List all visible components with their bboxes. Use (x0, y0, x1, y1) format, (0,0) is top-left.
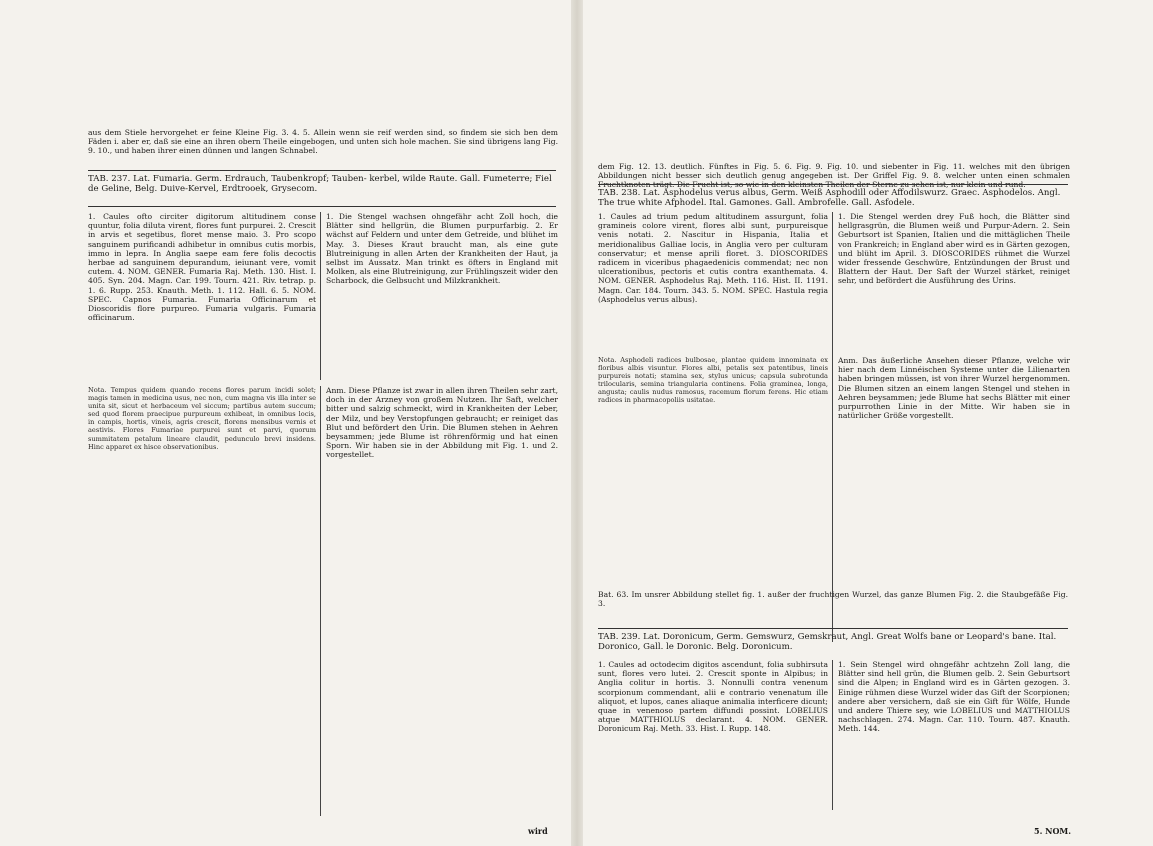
left-german-column (326, 212, 558, 380)
right-tab2-title (598, 632, 1070, 656)
right-top-note-text: dem Fig. 12. 13. deutlich. Fünftes in Fig. 5. 6. Fig. 9. Fig. 10. und siebenter in Fig. 11. welches mit den übrigen Abbildungen nicht besser sich deutlich genug angegeben ist. Der Griffel Fig. 9. 8. welcher unten einen schmalen (598, 162, 1070, 181)
left-notes-german-text: Anm. Diese Pflanze ist zwar in allen ihren Theilen sehr zart, doch in der Arzney von großem Nutzen. Ihr Saft, welcher bitter und salzig schmeckt, wird in Krankheiten der Leber, der Milz, und bey Verstopfungen gebraucht; er reiniget das Blut und befördert den Urin. Die Blumen stehen in Aehren beysammen; jede Blume ist röhrenförmig und hat einen Sporn. Wir haben sie in der Abbildung mit Fig. 1. und 2. vorgestellet. (326, 386, 558, 460)
left-latin-column (88, 212, 316, 380)
right-column-divider (832, 212, 833, 642)
left-notes-latin (88, 386, 316, 838)
right-tab-title (598, 188, 1070, 210)
right-notes-german-text: Anm. Das äußerliche Ansehen dieser Pflanze, welche wir hier nach dem Linnéischen Systeme unter die Lilienarten haben bringen müssen, ist von ihrer Wurzel hergenommen. Die Blumen sitzen an einem langen Stengel und stehen in Aehren beysammen; jede Blume hat sechs Blätter mit einer purpurrothen Linie in der Mitte. Wir haben sie in natürlicher Größe vorgestellt. (838, 356, 1070, 421)
right-latin-text: 1. Caules ad trium pedum altitudinem assurgunt, folia gramineis colore virent, flores albi sunt, purpureisque venis notati. 2. Nascitur in Hispania, Italia et meridionalibus Galliae locis, in Anglia vero per culturam conservatur; et mense aprili floret. 3. DIOSCORIDES radicem in viceribus phagaedenicis commendat; nec non ulcerationibus, pectoris et cutis contra exanthemata. 4. NOM. GENER. Asphodelus Raj. Meth. 116. Hist. II. 1191. Magn. Car. 184. Tourn. 343. 5. NOM. SPEC. Hastula regia (Asphodelus verus albus). (598, 212, 828, 304)
right-latin-column (598, 212, 828, 350)
right-catchword: 5. NOM. (1034, 826, 1072, 836)
left-latin-text: 1. Caules ofto circiter digitorum altitudinem conse quuntur, folia diluta virent, flores funt purpurei. 2. Crescit in arvis et segetibus, floret mense maio. 3. Pro scopo sanguinem purificandi adhibetur in omnibus cutis morbis, immo in lepra. In Anglia saepe eam fere folis decoctis herbae ad sanguinem depurandum, ieiunant vere, vomit cutem. 4. NOM. GENER. Fumaria Raj. Meth. 130. Hist. I. 405. Syn. 204. Magn. Car. 199. Tourn. 421. Riv. tetrap. p. 1. 6. Rupp. 253. Knauth. Meth. 1. 112. Hall. 6. 5. NOM. SPEC. Capnos Fumaria. Fumaria Officinarum et Dioscoridis flore purpureo. Fumaria vulgaris. Fumaria officinarum. (88, 212, 316, 323)
right-figure-note (598, 590, 1068, 608)
right-rule-top (598, 184, 1068, 185)
right-german-text: 1. Die Stengel werden drey Fuß hoch, die Blätter sind hellgrasgrün, die Blumen weiß und Purpur-Adern. 2. Sein Geburtsort ist Spanien, Italien und die mittäglichen Theile von Frankreich; in England aber wird es in Gärten gezogen, und blüht im April. 3. DIOSCORIDES rühmet die Wurzel wider fressende Geschwüre, Entzündungen der Brust und Blattern der Haut. Der Saft der Wurzel stärket, reiniget sehr, und befördert die Ausführung des Urins. (838, 212, 1070, 286)
right-tab2-divider (832, 660, 833, 810)
right-figure-note-text: Bat. 63. Im unsrer Abbildung stellet fig. 1. außer der fruchtigen Wurzel, das ganze Blumen Fig. 2. die Staubgefäße Fig. 3. (598, 590, 1068, 608)
right-german-column (838, 212, 1070, 350)
left-top-note-text: aus dem Stiele hervorgehet er feine Kleine Fig. 3. 4. 5. Allein wenn sie reif werden sind, so findem sie sich ben dem Fäden i. aber er, daß sie eine an ihren obern Theile eingebogen, und unten sich hole machen. Sie sind übrigens lang Fig. 9. 10., und haben ihrer einen dünnen und langen Schnabel. (88, 128, 558, 156)
right-tab2-german (838, 660, 1070, 820)
left-top-note (88, 128, 558, 170)
left-column-divider (320, 212, 321, 380)
right-notes-latin (598, 356, 828, 588)
right-tab2-german-text: 1. Sein Stengel wird ohngefähr achtzehn Zoll lang, die Blätter sind hell grün, die Blumen gelb. 2. Sein Geburtsort sind die Alpen; in England wird es in Gärten gezogen. 3. Einige rühmen diese Wurzel wider das Gift der Scorpionen; andere aber versichern, daß sie ein Gift für Wölfe, Hunde und andere Thiere sey, wie LOBELIUS und MATTHIOLUS nachschlagen. 274. Magn. Car. 110. Tourn. 487. Knauth. Meth. 144. (838, 660, 1070, 734)
right-notes-german (838, 356, 1070, 588)
left-tab-title (88, 174, 558, 204)
left-catchword: wird (528, 826, 548, 836)
right-rule-middle (598, 628, 1068, 629)
book-gutter (571, 0, 583, 846)
left-notes-divider (320, 386, 321, 816)
right-tab2-latin (598, 660, 828, 820)
left-tab-title-text: TAB. 237. Lat. Fumaria. Germ. Erdrauch, Taubenkropf; Tauben- kerbel, wilde Raute. Gall. Fumeterre; Fiel de Geline, Belg. Duive-Kervel, Erdtrooek, Grysecom. (88, 174, 552, 195)
left-notes-german (326, 386, 558, 816)
right-notes-latin-text: Nota. Asphodeli radices bulbosae, plantae quidem innominata ex floribus albis visuntur. Flores albi, petalis sex patentibus, lineis purpureis notati; stamina sex, stylus unicus; capsula subrotunda trilocularis, semina triangularia continens. Folia graminea, longa, angusta; caulis nudus ramosus, racemum florum ferens. Hic etiam radices in pharmacopoliis usitatae. (598, 356, 828, 405)
left-rule-title (88, 206, 556, 207)
right-tab-title-text: TAB. 238. Lat. Asphodelus verus albus, Germ. Weiß Asphodill oder Affodilswurz. Graec. Asphodelos. Angl. The true white Afphodel. Ital. Gamones. Gall. Ambrofelle. Gall. Asfodele. (598, 188, 1061, 209)
left-german-text: 1. Die Stengel wachsen ohngefähr acht Zoll hoch, die Blätter sind hellgrün, die Blumen purpurfarbig. 2. Er wächst auf Feldern und unter dem Getreide, und blühet im May. 3. Dieses Kraut braucht man, als eine gute Blutreinigung in allen Arten der Krankheiten der Haut, ja selbst im Aussatz. Man trinkt es öfters in England mit Molken, als eine Blutreinigung, zur Frühlingszeit wider den Scharbock, die Gelbsucht und Milzkrankheit. (326, 212, 558, 286)
left-rule-top (88, 170, 556, 171)
right-tab2-latin-text: 1. Caules ad octodecim digitos ascendunt, folia subhirsuta sunt, flores vero lutei. 2. Crescit sponte in Alpibus; in Anglia colitur in hortis. 3. Nonnulli contra venenum scorpionum commendant, alii e contrario venenatum ille aliquot, et lupos, canes aliaque animalia interficere dicunt; quae in venenoso partem diffundi possint. LOBELIUS atque MATTHIOLUS declarant. 4. NOM. GENER. Doronicum Raj. Meth. 33. Hist. I. Rupp. 148. (598, 660, 828, 734)
right-tab2-title-text: TAB. 239. Lat. Doronicum, Germ. Gemswurz, Gemskraut, Angl. Great Wolfs bane or Leopard's bane. Ital. Doronico, Gall. le Doronic. Belg. Doronicum. (598, 632, 1057, 653)
left-notes-latin-text: Nota. Tempus quidem quando recens flores parum incidi solet; magis tamen in medicina usus, nec non, cum magna vis illa inter se unita sit, sicut et herbaceum vel siccum; partibus autem succum; sed quod florem praecipue purpureum exhibeat, in omnibus locis, in campis, hortis, vineis, agris crescit, florens mensibus vernis et aestivis. Flores Fumariae purpurei sunt et parvi, quorum summitatem petalum lineare claudit, pedunculo brevi insidens. Hinc apparet ex hisce observationibus. (88, 386, 316, 451)
